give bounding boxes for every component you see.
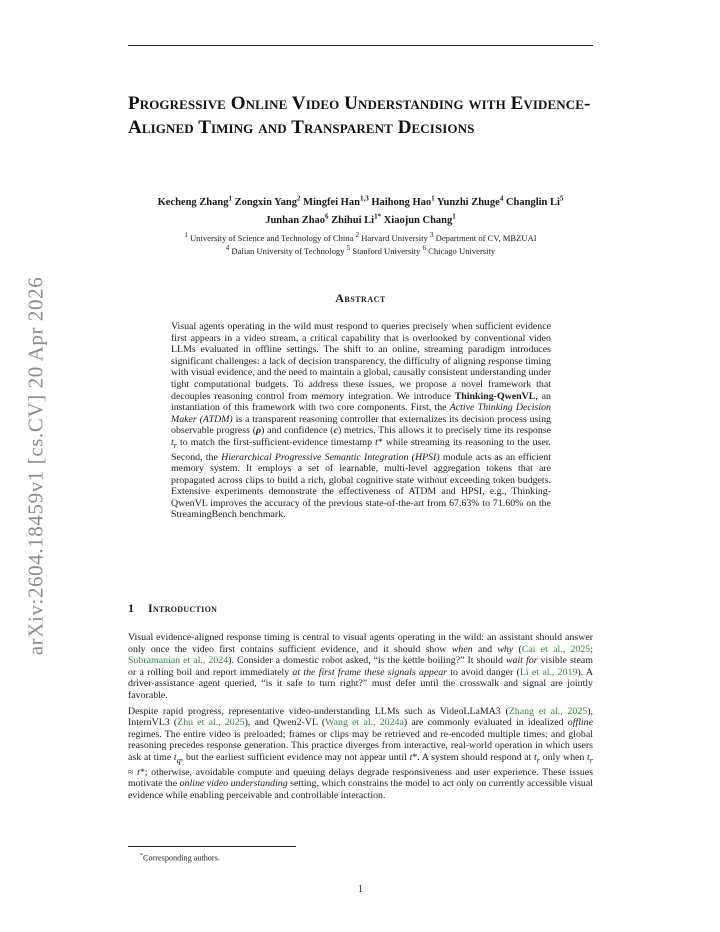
citation-link[interactable]: Cai et al., 2025 (521, 643, 591, 655)
citation-link[interactable]: Zhu et al., 2025 (177, 717, 245, 729)
author: Changlin Li$^5$ (505, 194, 564, 208)
author: Haihong Hao$^1$ (371, 194, 435, 208)
paper-title: Progressive Online Video Understanding with Evidence-Aligned Timing and Transparent Decisions (128, 93, 591, 138)
affiliation: $^4$ Dalian University of Technology (225, 243, 345, 256)
author: Junhan Zhao$^6$ (265, 212, 329, 226)
affiliation-list (128, 230, 593, 256)
author: Zongxin Yang$^2$ (234, 194, 301, 208)
page-number: 1 (358, 884, 363, 895)
author: Kecheng Zhang$^1$ (157, 194, 232, 208)
abstract-heading: Abstract (335, 291, 386, 305)
affiliation: $^2$ Harvard University (355, 231, 428, 243)
affiliation: $^6$ Chicago University (422, 243, 496, 256)
citation-link[interactable]: Subramanian et al., 2024 (128, 655, 229, 667)
citation-link[interactable]: Li et al., 2019 (519, 666, 578, 678)
affiliation: $^1$ University of Science and Technology of China (184, 231, 354, 243)
author: Xiaojun Chang$^1$ (383, 212, 456, 226)
header-rule (128, 45, 593, 46)
affiliation: $^5$ Stanford University (346, 243, 421, 256)
author: Mingfei Han$^{1,3}$ (303, 194, 369, 208)
author-list (128, 191, 593, 228)
footnote: *Corresponding authors. (140, 853, 220, 863)
affiliation: $^3$ Department of CV, MBZUAI (429, 231, 537, 243)
arxiv-identifier: arXiv:2604.18459v1 [cs.CV] 20 Apr 2026 (23, 276, 48, 656)
author: Zhihui $Li^{1*}$ (331, 212, 382, 226)
footnote-rule (128, 846, 296, 847)
citation-link[interactable]: Wang et al., 2024a (325, 717, 404, 729)
author: Yunzhi Zhuge$^4$ (436, 194, 504, 208)
paragraph: Visual evidence-aligned response timing is central to visual agents operating in the wild: an assistant should answer only once the video first contains sufficient evidence, and it should show when and why (Cai et al., 2025; Subramanian et al., 2024). Consider a domestic robot asked, “is the kettle boiling?” It should wait for visible steam or a rolling boil and report immediately at the first frame these signals appear to avoid danger (Li et al., 2019). A driver-assistance agent queried, “is it safe to turn right?” must defer until the crosswalk and signal are jointly favorable. (128, 632, 594, 701)
abstract-text: Visual agents operating in the wild must respond to queries precisely when sufficient evidence first appears in a video stream, a critical capability that is overlooked by conventional video LLMs evaluated in offline settings. The shift to an online, streaming paradigm introduces significant challenges: a lack of decision transparency, the difficulty of aligning response timing with visual evidence, and the need to maintain a global, causally consistent understanding under tight computational budgets. To address these issues, we propose a novel framework that decouples reasoning control from memory integration. We introduce Thinking-QwenVL, an instantiation of this framework with two core components. First, the Active Thinking Decision Maker (ATDM) is a transparent reasoning controller that externalizes its decision process using observable progress (ρ) and confidence (c) metrics. This allows it to precisely time its response $t_r$ to match the first-sufficient-evidence timestamp t* while streaming its reasoning to the user. Second, the Hierarchical Progressive Semantic Integration (HPSI) module acts as an efficient memory system. It employs a set of learnable, multi-level aggregation tokens that are propagated across clips to build a rich, global cognitive state without exceeding token budgets. Extensive experiments demonstrate the effectiveness of ATDM and HPSI, e.g., Thinking-QwenVL improves the accuracy of the previous state-of-the-art from 67.63% to 71.60% on the StreamingBench benchmark. (171, 321, 551, 521)
introduction-body (128, 632, 593, 801)
paragraph: Despite rapid progress, representative video-understanding LLMs such as VideoLLaMA3 (Zhang et al., 2025), InternVL3 (Zhu et al., 2025), and Qwen2-VL (Wang et al., 2024a) are commonly evaluated in idealized offline regimes. The entire video is preloaded; frames or clips may be retrieved and re-encoded multiple times; and global reasoning precedes response generation. This practice diverges from interactive, real-world operation in which users ask at time $t_q$, but the earliest sufficient evidence may not appear until t*. A system should respond at $t_r$ only when $t_r \approx t*$; otherwise, avoidable compute and queuing delays degrade responsiveness and user experience. These issues motivate the online video understanding setting, which constrains the model to act only on currently accessible visual evidence while enabling perceivable and controllable interaction. (128, 705, 594, 801)
citation-link[interactable]: Zhang et al., 2025 (508, 705, 588, 717)
section-heading: 1 Introduction (128, 601, 218, 615)
